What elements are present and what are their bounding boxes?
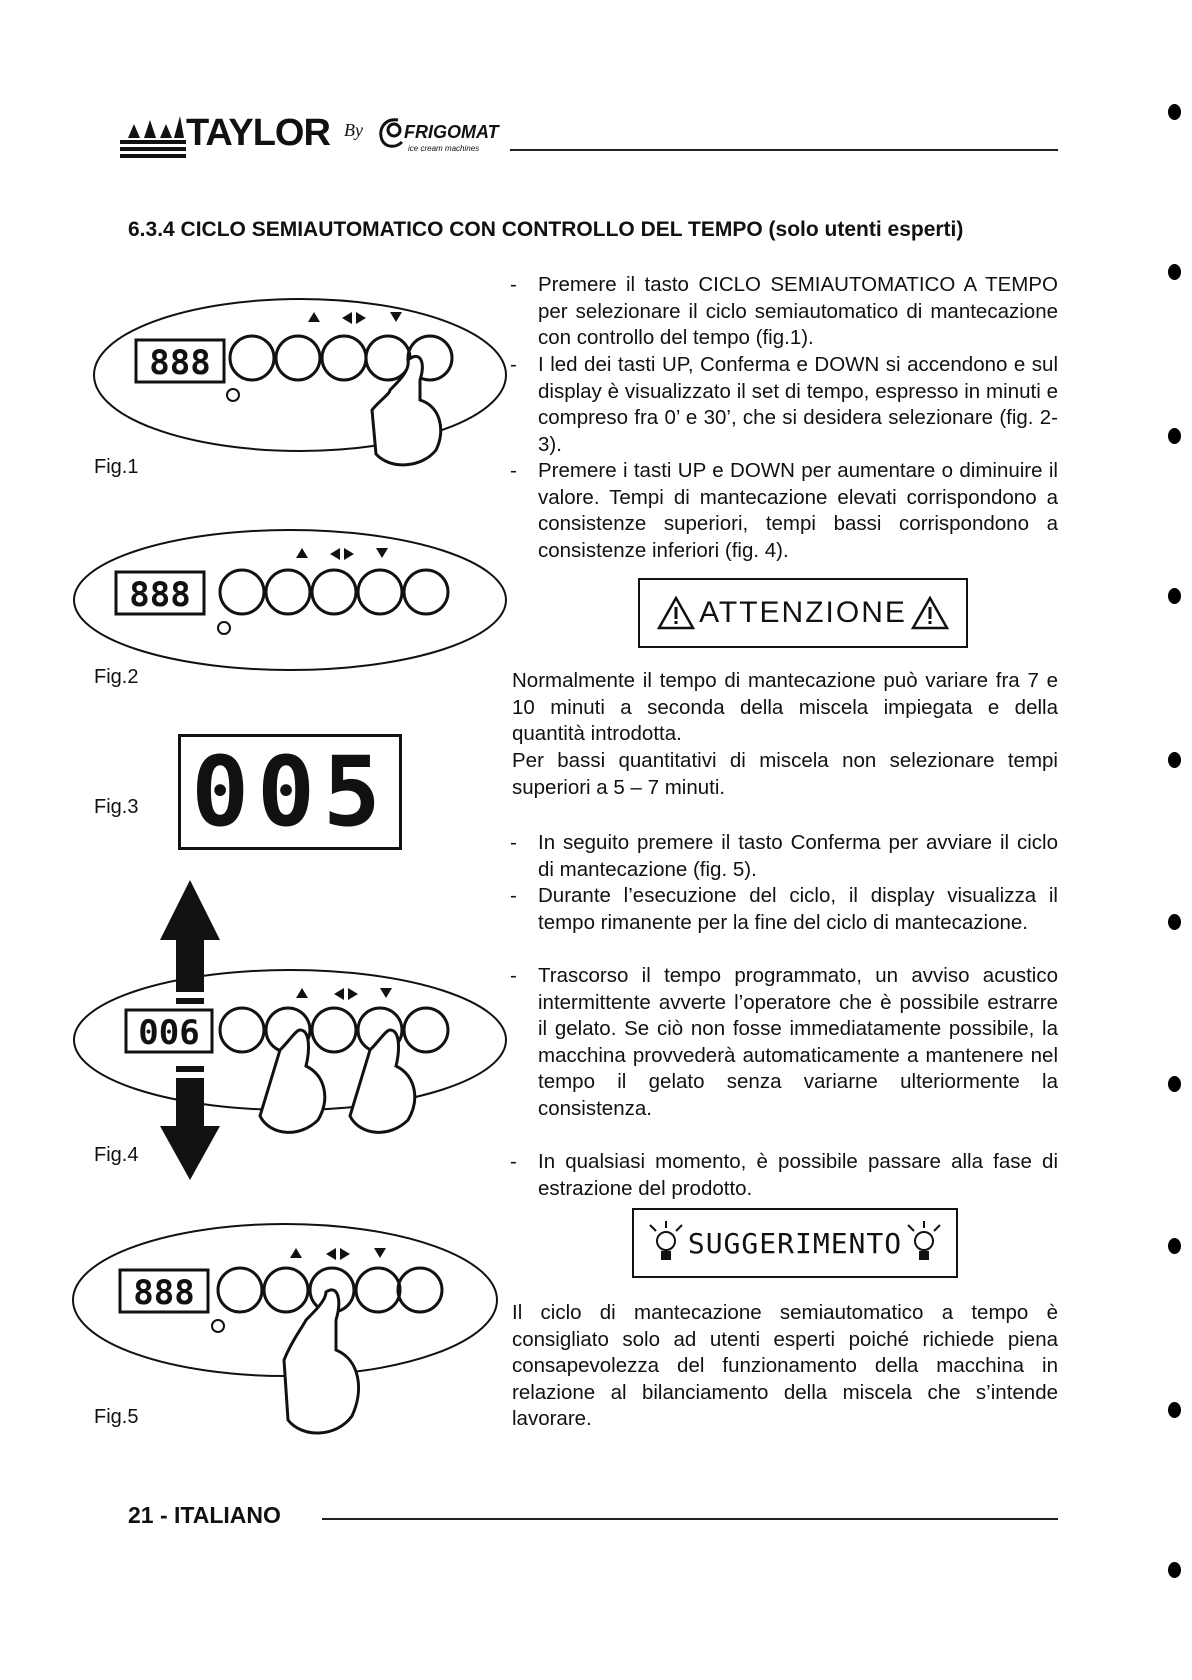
fig2-label: Fig.2 — [94, 666, 139, 688]
binding-hole — [1168, 1076, 1181, 1092]
fig4-label: Fig.4 — [94, 1144, 139, 1166]
fig5-label: Fig.5 — [94, 1406, 139, 1428]
list-item: - In seguito premere il tasto Conferma per avviare il ciclo di mantecazione (fig. 5). — [510, 831, 1058, 881]
binding-hole — [1168, 1562, 1181, 1578]
binding-hole — [1168, 1238, 1181, 1254]
list-item: - Premere i tasti UP e DOWN per aumentare o diminuire il valore. Tempi di mantecazione elevati corrispondono a consistenze superiori, tempi bassi corrispondono a consistenze inferiori (fig. 4). — [510, 459, 1058, 562]
header-rule — [510, 149, 1058, 151]
binding-hole — [1168, 588, 1181, 604]
taylor-logo-icon — [120, 110, 190, 166]
lightbulb-icon — [904, 1221, 944, 1265]
list-item: - In qualsiasi momento, è possibile passare alla fase di estrazione del prodotto. — [510, 1150, 1058, 1200]
steps-top — [510, 272, 1058, 562]
list-item-text: Premere il tasto CICLO SEMIAUTOMATICO A TEMPO per selezionare il ciclo semiautomatico di mantecazione con controllo del tempo (fig.1). — [538, 273, 1058, 349]
binding-hole — [1168, 914, 1181, 930]
list-dash: - — [510, 273, 517, 296]
brand-name: TAYLOR — [186, 112, 330, 154]
figure-1 — [90, 290, 510, 525]
lightbulb-icon — [646, 1221, 686, 1265]
svg-text:888: 888 — [129, 575, 191, 615]
steps-bottom — [510, 830, 1058, 1202]
frigomat-logo-icon — [376, 116, 406, 155]
attention-paragraph-2: Per bassi quantitativi di miscela non selezionare tempi superiori a 5 – 7 minuti. — [512, 749, 1058, 799]
svg-text:888: 888 — [133, 1273, 195, 1313]
list-item — [510, 272, 1058, 352]
brand-by: By — [344, 120, 363, 140]
binding-hole — [1168, 1402, 1181, 1418]
fig3-label: Fig.3 — [94, 796, 139, 818]
binding-hole — [1168, 104, 1181, 120]
figure-3-display — [178, 734, 402, 850]
svg-text:006: 006 — [138, 1013, 200, 1053]
attention-box — [638, 578, 968, 648]
attention-label: ATTENZIONE — [699, 596, 907, 629]
page-number: 21 - ITALIANO — [128, 1502, 281, 1528]
partner-name: FRIGOMAT — [404, 122, 499, 142]
binding-hole — [1168, 752, 1181, 768]
suggestion-label: SUGGERIMENTO — [687, 1226, 903, 1260]
figure-2 — [70, 520, 510, 685]
suggestion-box — [632, 1208, 958, 1278]
partner-subtitle: ice cream machines — [408, 144, 480, 153]
display-readout-large: 005 — [191, 736, 389, 848]
warning-icon — [911, 596, 949, 630]
list-item: - Durante l’esecuzione del ciclo, il display visualizza il tempo rimanente per la fine del ciclo di mantecazione. — [510, 884, 1058, 934]
list-item: - I led dei tasti UP, Conferma e DOWN si accendono e sul display è visualizzato il set di tempo, espresso in minuti e compreso fra 0’ e 30’, che si desidera selezionare (fig. 2-3). — [510, 353, 1058, 456]
footer-rule — [322, 1518, 1058, 1520]
figure-4 — [70, 880, 510, 1185]
binding-hole — [1168, 428, 1181, 444]
section-title: 6.3.4 CICLO SEMIAUTOMATICO CON CONTROLLO DEL TEMPO (solo utenti esperti) — [128, 218, 964, 241]
list-item: - Trascorso il tempo programmato, un avviso acustico intermittente avverte l’operatore che è possibile estrarre il gelato. Se ciò non fosse immediatamente possibile, la macchina provvederà automaticamente a mantenere nel tempo il gelato senza variarne ulteriormente la consistenza. — [510, 964, 1058, 1120]
binding-hole — [1168, 264, 1181, 280]
suggestion-paragraph: Il ciclo di mantecazione semiautomatico a tempo è consigliato solo ad utenti esperti poiché richiede piena consapevolezza del funzionamento della macchina in relazione al bilanciamento della miscela che s’intende lavorare. — [512, 1301, 1058, 1430]
fig1-label: Fig.1 — [94, 456, 139, 478]
warning-icon — [657, 596, 695, 630]
attention-paragraph-1: Normalmente il tempo di mantecazione può variare fra 7 e 10 minuti a seconda della miscela impiegata e della quantità introdotta. — [512, 669, 1058, 745]
display-readout: 888 — [149, 343, 211, 383]
